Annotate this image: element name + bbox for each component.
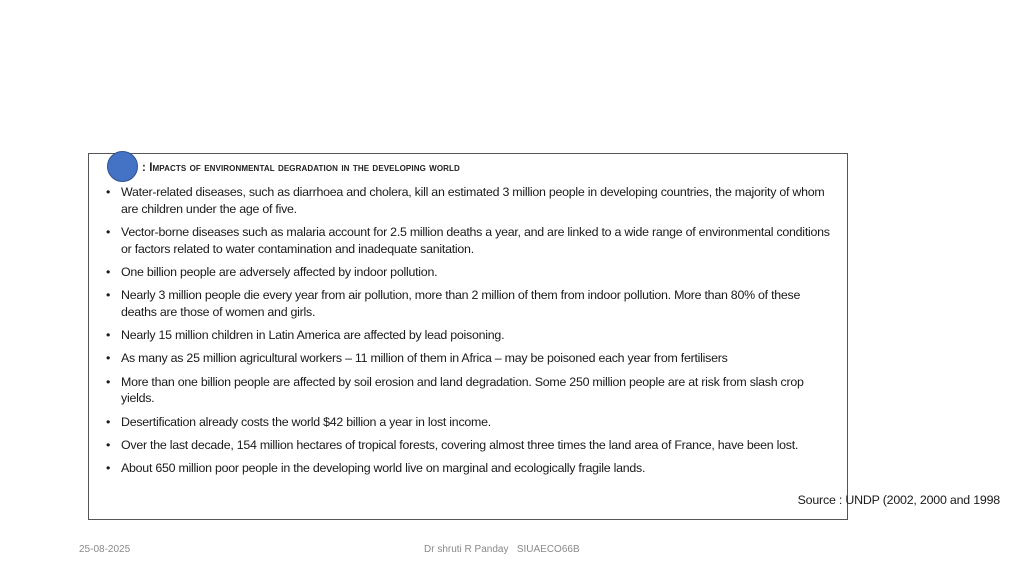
list-item [104,184,832,218]
list-item-text: One billion people are adversely affected by indoor pollution. [121,264,438,279]
list-item-text: More than one billion people are affected by soil erosion and land degradation. Some 250 million people are at risk from slash crop yields. [121,374,804,406]
list-item-text: Over the last decade, 154 million hectares of tropical forests, covering almost three times the land area of France, have been lost. [121,437,799,452]
list-item-text: Nearly 3 million people die every year from air pollution, more than 2 million of them from indoor pollution. More than 80% of these deaths are those of women and girls. [121,288,801,319]
list-item-text: Desertification already costs the world $42 billion a year in lost income. [121,414,491,429]
list-item [104,264,832,281]
list-item [104,224,832,258]
source-citation: Source : UNDP (2002, 2000 and 1998 [797,493,1000,507]
bullet: • [106,351,111,366]
heading-title: Impacts of environmental degradation in the developing world [149,162,460,174]
list-item [104,460,832,477]
bullet: • [106,460,111,475]
list-item [104,414,832,431]
list-item-text: Vector-borne diseases such as malaria account for 2.5 million deaths a year, and are linked to a wide range of environmental conditions or factors related to water contamination and inadequate sanitation. [121,224,830,256]
list-item [104,327,832,344]
list-item-text: Nearly 15 million children in Latin America are affected by lead poisoning. [121,328,505,343]
list-item [104,374,832,408]
bullet: • [106,288,111,303]
bullet: • [106,224,111,239]
heading-prefix: : [142,162,150,174]
bullet: • [106,328,111,343]
bullet: • [106,185,111,199]
bullet: • [106,264,111,279]
list-item [104,350,832,367]
footer-date: 25-08-2025 [79,544,131,555]
circle-marker [107,151,138,182]
footer-author: Dr shruti R Panday SIUAECO66B [424,544,580,555]
figure-heading [142,162,460,174]
bullet: • [106,414,111,429]
list-item-text: As many as 25 million agricultural workers – 11 million of them in Africa – may be poisoned each year from fertilisers [121,351,728,366]
list-item [104,287,832,321]
list-item-text: Water-related diseases, such as diarrhoea and cholera, kill an estimated 3 million people in developing countries, the majority of whom are children under the age of five. [121,185,825,216]
bullet: • [106,374,111,389]
list-item-text: About 650 million poor people in the developing world live on marginal and ecologically fragile lands. [121,460,646,475]
list-item [104,437,832,454]
impact-list [104,184,832,483]
bullet: • [106,437,111,452]
